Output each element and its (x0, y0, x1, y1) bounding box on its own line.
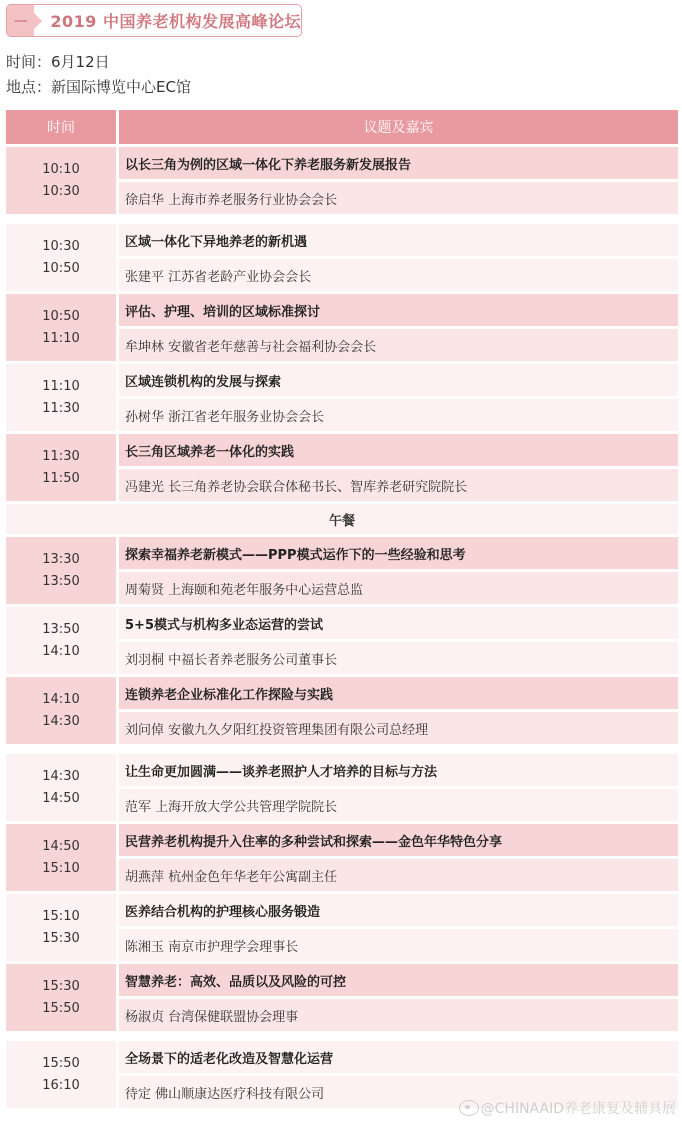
time-cell (6, 224, 116, 291)
speaker: 冯建光 长三角养老协会联合体秘书长、智库养老研究院院长 (119, 469, 678, 501)
time-cell (6, 607, 116, 674)
start-time: 14:30 (42, 768, 80, 784)
topic: 全场景下的适老化改造及智慧化运营 (119, 1041, 678, 1073)
agenda-block (6, 294, 678, 361)
speaker: 孙树华 浙江省老年服务业协会会长 (119, 399, 678, 431)
lunch-break-row: 午餐 (6, 504, 678, 534)
time-cell (6, 434, 116, 501)
agenda-table (6, 110, 678, 1111)
weibo-icon (459, 1100, 479, 1116)
header-time: 时间 (6, 110, 116, 144)
agenda-block (6, 364, 678, 431)
title-tab (7, 5, 34, 36)
speaker: 牟坤林 安徽省老年慈善与社会福利协会会长 (119, 329, 678, 361)
agenda-block (6, 434, 678, 501)
start-time: 15:10 (42, 908, 80, 924)
end-time: 14:10 (42, 643, 80, 659)
start-time: 14:50 (42, 838, 80, 854)
speaker: 陈湘玉 南京市护理学会理事长 (119, 929, 678, 961)
speaker: 徐启华 上海市养老服务行业协会会长 (119, 182, 678, 214)
start-time: 10:30 (42, 238, 80, 254)
speaker: 刘问倬 安徽九久夕阳红投资管理集团有限公司总经理 (119, 712, 678, 744)
agenda-block (6, 964, 678, 1031)
event-time: 时间：6月12日 (6, 53, 110, 71)
agenda-block (6, 607, 678, 674)
end-time: 14:50 (42, 790, 80, 806)
time-cell (6, 894, 116, 961)
time-cell (6, 364, 116, 431)
topic: 区域一体化下异地养老的新机遇 (119, 224, 678, 256)
start-time: 10:10 (42, 161, 80, 177)
topic: 以长三角为例的区域一体化下养老服务新发展报告 (119, 147, 678, 179)
watermark-text: @CHINAAID养老康复及辅具展 (480, 1101, 676, 1117)
end-time: 15:50 (42, 1000, 80, 1016)
end-time: 14:30 (42, 713, 80, 729)
agenda-block (6, 147, 678, 214)
speaker: 待定 佛山顺康达医疗科技有限公司 (119, 1076, 678, 1108)
end-time: 13:50 (42, 573, 80, 589)
table-header (6, 110, 678, 144)
topic: 民营养老机构提升入住率的多种尝试和探索——金色年华特色分享 (119, 824, 678, 856)
agenda-block (6, 224, 678, 291)
forum-title: 2019 中国养老机构发展高峰论坛 (50, 12, 301, 31)
end-time: 10:50 (42, 260, 80, 276)
end-time: 11:50 (42, 470, 80, 486)
agenda-block (6, 824, 678, 891)
agenda-block (6, 537, 678, 604)
time-cell (6, 677, 116, 744)
speaker: 胡燕萍 杭州金色年华老年公寓副主任 (119, 859, 678, 891)
topic: 区域连锁机构的发展与探索 (119, 364, 678, 396)
agenda-block (6, 894, 678, 961)
forum-title-banner (6, 4, 302, 37)
time-cell (6, 147, 116, 214)
start-time: 13:30 (42, 551, 80, 567)
time-cell (6, 824, 116, 891)
time-cell (6, 964, 116, 1031)
time-cell (6, 754, 116, 821)
topic: 长三角区域养老一体化的实践 (119, 434, 678, 466)
end-time: 15:10 (42, 860, 80, 876)
start-time: 13:50 (42, 621, 80, 637)
start-time: 10:50 (42, 308, 80, 324)
time-cell (6, 537, 116, 604)
agenda-block (6, 754, 678, 821)
start-time: 11:10 (42, 378, 80, 394)
dash-icon: — (13, 12, 28, 29)
end-time: 11:10 (42, 330, 80, 346)
end-time: 15:30 (42, 930, 80, 946)
topic: 让生命更加圆满——谈养老照护人才培养的目标与方法 (119, 754, 678, 786)
time-cell (6, 1041, 116, 1108)
topic: 5+5模式与机构多业态运营的尝试 (119, 607, 678, 639)
speaker: 刘羽桐 中福长者养老服务公司董事长 (119, 642, 678, 674)
topic: 医养结合机构的护理核心服务锻造 (119, 894, 678, 926)
topic: 智慧养老：高效、品质以及风险的可控 (119, 964, 678, 996)
topic: 评估、护理、培训的区域标准探讨 (119, 294, 678, 326)
time-cell (6, 294, 116, 361)
start-time: 15:50 (42, 1055, 80, 1071)
speaker: 张建平 江苏省老龄产业协会会长 (119, 259, 678, 291)
header-topic: 议题及嘉宾 (119, 110, 678, 144)
end-time: 10:30 (42, 183, 80, 199)
start-time: 14:10 (42, 691, 80, 707)
watermark (459, 1098, 676, 1118)
end-time: 11:30 (42, 400, 80, 416)
agenda-block (6, 677, 678, 744)
speaker: 周菊贤 上海颐和苑老年服务中心运营总监 (119, 572, 678, 604)
topic: 探索幸福养老新模式——PPP模式运作下的一些经验和思考 (119, 537, 678, 569)
start-time: 11:30 (42, 448, 80, 464)
speaker: 范军 上海开放大学公共管理学院院长 (119, 789, 678, 821)
speaker: 杨淑贞 台湾保健联盟协会理事 (119, 999, 678, 1031)
event-place: 地点：新国际博览中心EC馆 (6, 78, 191, 96)
start-time: 15:30 (42, 978, 80, 994)
topic: 连锁养老企业标准化工作探险与实践 (119, 677, 678, 709)
end-time: 16:10 (42, 1077, 80, 1093)
